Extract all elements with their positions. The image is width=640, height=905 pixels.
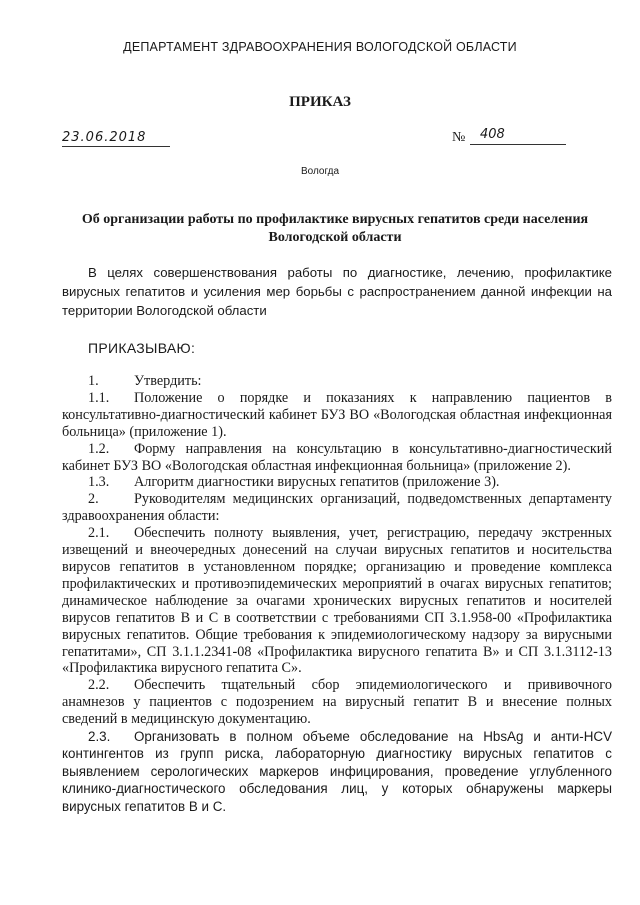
item-text: Алгоритм диагностики вирусных гепатитов (приложение 3). [134,474,500,491]
order-items [62,373,612,815]
item-1 [62,373,612,390]
item-text: Обеспечить тщательный сбор эпидемиологического и прививочного анамнезов у пациентов с подозрением на вирусный гепатит В и внесение полных сведений в медицинскую документацию. [62,677,612,728]
item-2 [62,491,612,525]
item-number: 2. [88,491,99,508]
item-1-2 [62,441,612,475]
item-text: Обеспечить полноту выявления, учет, регистрацию, передачу экстренных извещений и внеочередных донесений на случаи вирусных гепатитов и носительства вирусов гепатитов в установленном порядке; организацию и проведение комплекса профилактических и противоэпидемических мероприятий в очагах вирусных гепатитов; динамическое наблюдение за очагами хронических вирусных гепатитов и носителей вирусов гепатитов В и С в соответствии с требованиями СП 3.1.958-00 «Профилактика вирусных гепатитов. Общие требования к эпидемиологическому надзору за вирусными гепатитами», СП 3.1.1.2341-08 «Профилактика вирусного гепатита В» и СП 3.1.3112-13 «Профилактика вирусного гепатита С». [62,525,612,677]
item-text: Утвердить: [134,373,202,389]
item-text: Руководителям медицинских организаций, подведомственных департаменту здравоохранения области: [62,491,612,525]
order-word: ПРИКАЗЫВАЮ: [88,340,196,356]
order-subject: Об организации работы по профилактике вирусных гепатитов среди населения Вологодской области [81,212,589,245]
item-1-3 [62,474,612,491]
item-text: Организовать в полном объеме обследование на HbsAg и анти-HCV контингентов из групп риска, лабораторную диагностику вирусных гепатитов с выявлением серологических маркеров инфицирования, проведение углубленного клинико-диагностического обследования лиц, у которых обнаружены маркеры вирусных гепатитов В и С. [62,729,612,814]
item-number: 1.3. [88,474,110,491]
item-number: 2.3. [88,729,111,745]
item-number: 1.1. [88,389,110,406]
item-2-2 [62,677,612,728]
document-type-title: ПРИКАЗ [289,94,351,110]
item-1-1 [62,390,612,441]
item-number: 2.1. [88,525,110,542]
city-name: Вологда [300,166,340,177]
item-number: 2.2. [88,677,110,694]
department-heading: ДЕПАРТАМЕНТ ЗДРАВООХРАНЕНИЯ ВОЛОГОДСКОЙ ОБЛАСТИ [123,40,517,54]
item-text: Положение о порядке и показаниях к направлению пациентов в консультативно-диагностический кабинет БУЗ ВО «Вологодская областная инфекционная больница» (приложение 1). [62,389,612,440]
item-number: 1. [88,373,99,389]
item-2-3 [62,728,612,815]
item-number: 1.2. [88,440,110,457]
item-2-1 [62,525,612,677]
item-text: Форму направления на консультацию в консультативно-диагностический кабинет БУЗ ВО «Вологодская областная инфекционная больница» (приложение 2). [62,440,612,474]
preamble-text: В целях совершенствования работы по диагностике, лечению, профилактике вирусных гепатитов и усиления мер борьбы с распространением данной инфекции на территории Вологодской области [62,265,612,318]
order-date: 23.06.2018 [62,130,170,147]
number-label: № [452,130,466,145]
order-number: 408 [470,127,566,145]
